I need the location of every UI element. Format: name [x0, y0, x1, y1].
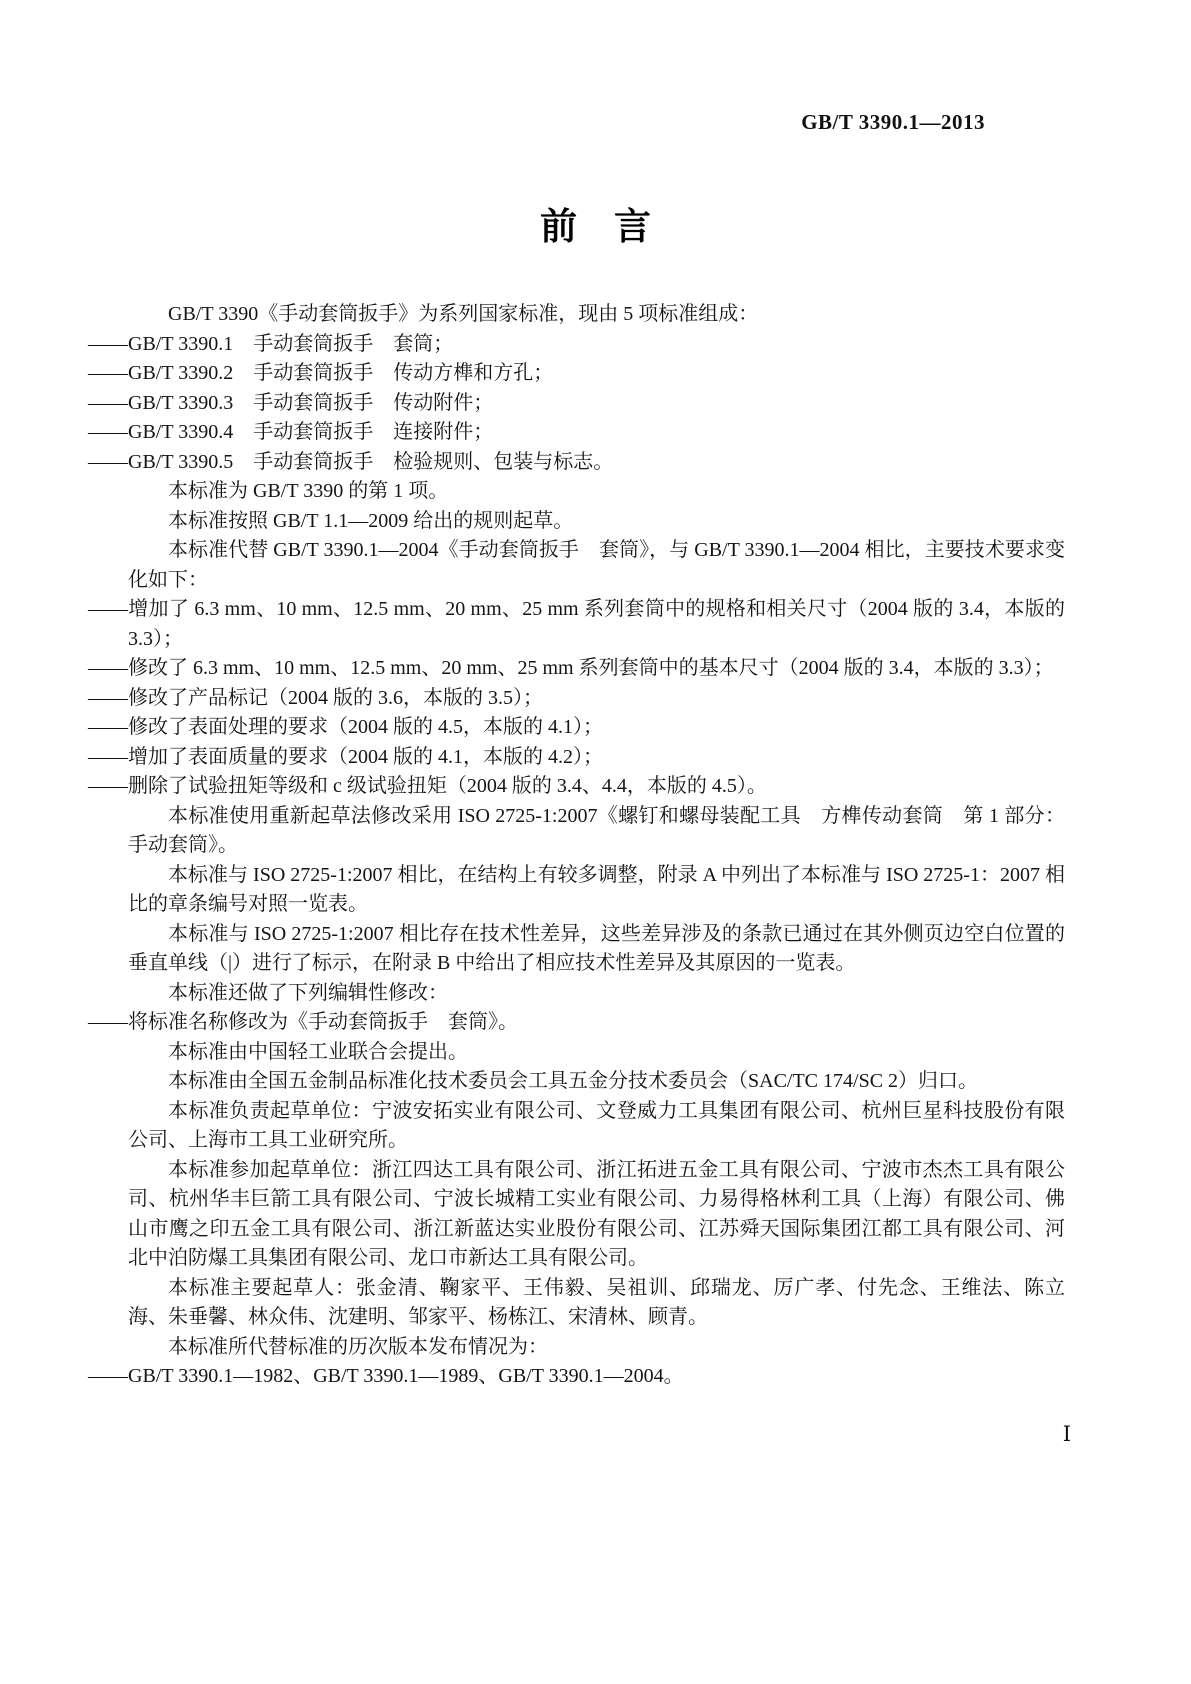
list-item: ——GB/T 3390.3 手动套筒扳手 传动附件； [88, 391, 494, 414]
list-item: ——GB/T 3390.1—1982、GB/T 3390.1—1989、GB/T 3390.1—2004。 [88, 1365, 684, 1387]
list-item: ——GB/T 3390.5 手动套筒扳手 检验规则、包装与标志。 [88, 450, 614, 473]
paragraph: 本标准主要起草人：张金清、鞠家平、王伟毅、吴祖训、邱瑞龙、厉广孝、付先念、王维法、陈立海、朱垂馨、林众伟、沈建明、邹家平、杨栋江、宋清林、顾青。 [128, 1276, 1065, 1328]
paragraph: 本标准与 ISO 2725-1:2007 相比，在结构上有较多调整，附录 A 中列出了本标准与 ISO 2725-1：2007 相比的章条编号对照一览表。 [128, 863, 1065, 915]
paragraph: 本标准负责起草单位：宁波安拓实业有限公司、文登威力工具集团有限公司、杭州巨星科技股份有限公司、上海市工具工业研究所。 [128, 1099, 1065, 1151]
paragraph: 本标准参加起草单位：浙江四达工具有限公司、浙江拓进五金工具有限公司、宁波市杰杰工具有限公司、杭州华丰巨箭工具有限公司、宁波长城精工实业有限公司、力易得格林利工具（上海）有限公司、佛山市鹰之印五金工具有限公司、浙江新蓝达实业股份有限公司、江苏舜天国际集团江都工具有限公司、河北中泊防爆工具集团有限公司、龙口市新达工具有限公司。 [128, 1158, 1065, 1269]
list-item: ——增加了 6.3 mm、10 mm、12.5 mm、20 mm、25 mm 系列套筒中的规格和相关尺寸（2004 版的 3.4，本版的 3.3）； [88, 598, 1065, 650]
foreword-body [88, 300, 1065, 1392]
list-item: ——GB/T 3390.1 手动套筒扳手 套筒； [88, 332, 454, 355]
page-number: Ⅰ [1062, 1422, 1071, 1446]
paragraph: 本标准由中国轻工业联合会提出。 [168, 1040, 468, 1063]
paragraph: 本标准使用重新起草法修改采用 ISO 2725-1:2007《螺钉和螺母装配工具 方榫传动套筒 第 1 部分：手动套筒》。 [128, 804, 1065, 856]
paragraph: 本标准与 ISO 2725-1:2007 相比存在技术性差异，这些差异涉及的条款已通过在其外侧页边空白位置的垂直单线（|）进行了标示，在附录 B 中给出了相应技术性差异及其原因的一览表。 [128, 922, 1065, 974]
list-item: ——增加了表面质量的要求（2004 版的 4.1，本版的 4.2）； [88, 745, 603, 768]
paragraph: 本标准为 GB/T 3390 的第 1 项。 [168, 480, 449, 502]
list-item: ——修改了表面处理的要求（2004 版的 4.5，本版的 4.1）； [88, 716, 603, 738]
paragraph: 本标准按照 GB/T 1.1—2009 给出的规则起草。 [168, 509, 574, 532]
page-title: 前 言 [540, 206, 651, 247]
standard-code-header: GB/T 3390.1—2013 [801, 110, 985, 134]
paragraph: 本标准还做了下列编辑性修改： [168, 981, 448, 1004]
paragraph: GB/T 3390《手动套筒扳手》为系列国家标准，现由 5 项标准组成： [168, 303, 759, 325]
list-item: ——删除了试验扭矩等级和 c 级试验扭矩（2004 版的 3.4、4.4，本版的 4.5）。 [88, 775, 767, 797]
list-item: ——将标准名称修改为《手动套筒扳手 套筒》。 [88, 1011, 518, 1033]
paragraph: 本标准代替 GB/T 3390.1—2004《手动套筒扳手 套筒》，与 GB/T 3390.1—2004 相比，主要技术要求变化如下： [128, 539, 1065, 591]
list-item: ——修改了 6.3 mm、10 mm、12.5 mm、20 mm、25 mm 系列套筒中的基本尺寸（2004 版的 3.4，本版的 3.3）； [88, 657, 1054, 679]
list-item: ——修改了产品标记（2004 版的 3.6，本版的 3.5）； [88, 686, 543, 709]
paragraph: 本标准所代替标准的历次版本发布情况为： [168, 1335, 548, 1358]
list-item: ——GB/T 3390.2 手动套筒扳手 传动方榫和方孔； [88, 362, 554, 384]
list-item: ——GB/T 3390.4 手动套筒扳手 连接附件； [88, 421, 494, 443]
paragraph: 本标准由全国五金制品标准化技术委员会工具五金分技术委员会（SAC/TC 174/SC 2）归口。 [168, 1070, 979, 1092]
